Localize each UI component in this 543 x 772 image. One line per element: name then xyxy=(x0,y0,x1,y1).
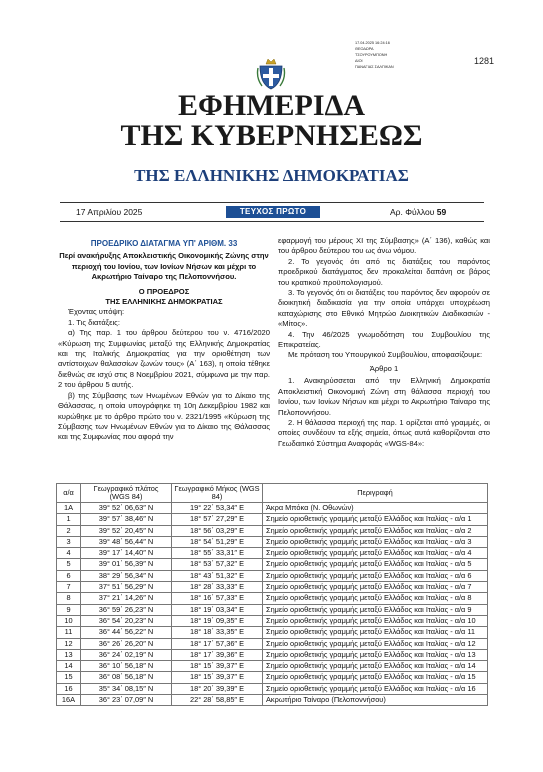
decree-subject: Περί ανακήρυξης Αποκλειστικής Οικονομικής Ζώνης στην περιοχή του Ιονίου, των Ιονίων Νήσων και μέχρι το Ακρωτήριο Ταίναρο της Πελοποννήσου. xyxy=(59,251,269,282)
table-row xyxy=(57,649,488,660)
table-row xyxy=(57,615,488,626)
table-row xyxy=(57,570,488,581)
cell-longitude: 22° 28΄ 58,85″ Ε xyxy=(172,695,263,706)
cell-description: Σημείο οριοθετικής γραμμής μεταξύ Ελλάδος και Ιταλίας - α/α 14 xyxy=(263,661,488,672)
cell-longitude: 18° 55΄ 33,31″ Ε xyxy=(172,548,263,559)
cell-aa: 13 xyxy=(57,649,81,660)
table-header-row xyxy=(57,484,488,503)
cell-longitude: 18° 28΄ 33,33″ Ε xyxy=(172,582,263,593)
cell-description: Σημείο οριοθετικής γραμμής μεταξύ Ελλάδος και Ιταλίας - α/α 5 xyxy=(263,559,488,570)
issuer-line: ΤΗΣ ΕΛΛΗΝΙΚΗΣ ΔΗΜΟΚΡΑΤΙΑΣ xyxy=(105,297,223,307)
cell-description: Σημείο οριοθετικής γραμμής μεταξύ Ελλάδος και Ιταλίας - α/α 16 xyxy=(263,683,488,694)
cell-longitude: 18° 56΄ 03,29″ Ε xyxy=(172,525,263,536)
stamp-line: 17.04.2025 16:24:16 xyxy=(355,41,390,45)
issuer-line: Ο ΠΡΟΕΔΡΟΣ xyxy=(138,286,190,296)
cell-latitude: 39° 52΄ 20,45″ Ν xyxy=(81,525,172,536)
article-heading: Άρθρο 1 xyxy=(369,363,399,373)
masthead-title-line1: ΕΦΗΜΕΡΙΔΑ xyxy=(177,89,366,122)
cell-aa: 2 xyxy=(57,525,81,536)
cell-aa: 11 xyxy=(57,627,81,638)
cell-description: Σημείο οριοθετικής γραμμής μεταξύ Ελλάδος και Ιταλίας - α/α 8 xyxy=(263,593,488,604)
cell-aa: 5 xyxy=(57,559,81,570)
sheet-label-text: Αρ. Φύλλου xyxy=(390,207,435,217)
masthead-subtitle: ΤΗΣ ΕΛΛΗΝΙΚΗΣ ΔΗΜΟΚΡΑΤΙΑΣ xyxy=(134,166,409,185)
column-header-description: Περιγραφή xyxy=(263,484,488,503)
cell-aa: 12 xyxy=(57,638,81,649)
cell-description: Σημείο οριοθετικής γραμμής μεταξύ Ελλάδος και Ιταλίας - α/α 7 xyxy=(263,582,488,593)
cell-longitude: 18° 15΄ 39,37″ Ε xyxy=(172,672,263,683)
table-row xyxy=(57,672,488,683)
table-row xyxy=(57,536,488,547)
cell-aa: 1Α xyxy=(57,503,81,514)
cell-aa: 9 xyxy=(57,604,81,615)
cell-latitude: 36° 44΄ 56,22″ Ν xyxy=(81,627,172,638)
cell-aa: 10 xyxy=(57,615,81,626)
divider xyxy=(60,202,484,203)
column-header-longitude: Γεωγραφικό Μήκος (WGS 84) xyxy=(172,484,263,503)
cell-aa: 3 xyxy=(57,536,81,547)
cell-longitude: 19° 22΄ 53,34″ Ε xyxy=(172,503,263,514)
cell-latitude: 36° 59΄ 26,23″ Ν xyxy=(81,604,172,615)
cell-longitude: 18° 18΄ 33,35″ Ε xyxy=(172,627,263,638)
paragraph: Με πρόταση του Υπουργικού Συμβουλίου, αποφασίζουμε: xyxy=(288,350,483,360)
divider xyxy=(60,221,484,222)
cell-aa: 15 xyxy=(57,672,81,683)
cell-description: Σημείο οριοθετικής γραμμής μεταξύ Ελλάδος και Ιταλίας - α/α 13 xyxy=(263,649,488,660)
sheet-number-label xyxy=(390,207,446,217)
paragraph: 2. Το γεγονός ότι από τις διατάξεις του παρόντος προεδρικού διατάγματος δεν προκαλείται δαπάνη σε βάρος του κρατικού προϋπολογισμού. xyxy=(278,256,490,287)
paragraph: α) Της παρ. 1 του άρθρου δεύτερου του ν. 4716/2020 «Κύρωση της Συμφωνίας μεταξύ της Ελληνικής Δημοκρατίας και της Ιταλικής Δημοκρατίας για την οριοθέτηση των αντίστοιχων θαλασσίων ζωνών τους» (Α΄ 163), η οποία τέθηκε διεθνώς σε ισχύ στις 8 Νοεμβρίου 2021, σύμφωνα με την παρ. 2 του άρθρου 5 αυτής. xyxy=(58,328,270,390)
paragraph: β) της Σύμβασης των Ηνωμένων Εθνών για το Δίκαιο της Θάλασσας, η οποία υπογράφηκε τη 10η Δεκεμβρίου 1982 και κυρώθηκε με το άρθρο πρώτο του ν. 2321/1995 «Κύρωση της Σύμβασης των Ηνωμένων Εθνών για το Δίκαιο της Θάλασσας και της Συμφωνίας που αφορά την xyxy=(58,390,270,442)
stamp-line: ΘΕΟΔΩΡΑ xyxy=(355,47,374,51)
cell-description: Σημείο οριοθετικής γραμμής μεταξύ Ελλάδος και Ιταλίας - α/α 11 xyxy=(263,627,488,638)
issue-date: 17 Απριλίου 2025 xyxy=(76,207,143,217)
table-row xyxy=(57,627,488,638)
cell-description: Σημείο οριοθετικής γραμμής μεταξύ Ελλάδος και Ιταλίας - α/α 6 xyxy=(263,570,488,581)
column-header-aa: α/α xyxy=(57,484,81,503)
cell-aa: 7 xyxy=(57,582,81,593)
table-row xyxy=(57,525,488,536)
cell-longitude: 18° 15΄ 39,37″ Ε xyxy=(172,661,263,672)
coordinates-table xyxy=(56,483,488,706)
table-row xyxy=(57,638,488,649)
cell-aa: 6 xyxy=(57,570,81,581)
cell-aa: 16Α xyxy=(57,695,81,706)
digital-signature-stamp xyxy=(355,40,394,70)
cell-description: Σημείο οριοθετικής γραμμής μεταξύ Ελλάδος και Ιταλίας - α/α 2 xyxy=(263,525,488,536)
table-row xyxy=(57,582,488,593)
cell-description: Σημείο οριοθετικής γραμμής μεταξύ Ελλάδος και Ιταλίας - α/α 4 xyxy=(263,548,488,559)
cell-aa: 16 xyxy=(57,683,81,694)
table-row xyxy=(57,548,488,559)
cell-description: Σημείο οριοθετικής γραμμής μεταξύ Ελλάδος και Ιταλίας - α/α 1 xyxy=(263,514,488,525)
table-row xyxy=(57,683,488,694)
stamp-line: ΤΣΟΥΡΟΥΜΠΟΝΗ xyxy=(355,53,388,57)
issue-series-badge: ΤΕΥΧΟΣ ΠΡΩΤΟ xyxy=(226,206,320,218)
paragraph: εφαρμογή του μέρους XI της Σύμβασης» (Α΄ 136), καθώς και του άρθρου δεύτερου του ως άνω νόμου. xyxy=(278,236,490,256)
issue-info-bar xyxy=(60,202,484,224)
cell-latitude: 36° 26΄ 26,20″ Ν xyxy=(81,638,172,649)
table-body xyxy=(57,503,488,706)
page-number: 1281 xyxy=(474,56,495,66)
greek-coat-of-arms-icon xyxy=(256,58,286,90)
table-row xyxy=(57,503,488,514)
cell-latitude: 36° 54΄ 20,23″ Ν xyxy=(81,615,172,626)
cell-longitude: 18° 53΄ 57,32″ Ε xyxy=(172,559,263,570)
cell-description: Ακρωτήριο Ταίναρο (Πελοποννήσου) xyxy=(263,695,488,706)
table-row xyxy=(57,514,488,525)
decree-title: ΠΡΟΕΔΡΙΚΟ ΔΙΑΤΑΓΜΑ ΥΠ' ΑΡΙΘΜ. 33 xyxy=(90,239,238,248)
cell-latitude: 39° 48΄ 56,44″ Ν xyxy=(81,536,172,547)
cell-latitude: 39° 52΄ 06,63″ Ν xyxy=(81,503,172,514)
cell-longitude: 18° 17΄ 57,36″ Ε xyxy=(172,638,263,649)
paragraph: 1. Τις διατάξεις: xyxy=(68,317,120,327)
stamp-line: ΠΑΝΑΓΙΑΣ ΣΑΛΠΙΚΑΝ xyxy=(355,65,394,69)
paragraph: 4. Την 46/2025 γνωμοδότηση του Συμβουλίου της Επικρατείας. xyxy=(278,329,490,350)
cell-latitude: 39° 17΄ 14,40″ Ν xyxy=(81,548,172,559)
text-column-right xyxy=(278,236,490,449)
stamp-line: ΔΙΟΙ xyxy=(355,59,363,63)
cell-description: Σημείο οριοθετικής γραμμής μεταξύ Ελλάδος και Ιταλίας - α/α 3 xyxy=(263,536,488,547)
sheet-number: 59 xyxy=(436,207,447,217)
table-row xyxy=(57,661,488,672)
paragraph: Έχοντας υπόψη: xyxy=(68,307,125,317)
paragraph: 3. Το γεγονός ότι οι διατάξεις του παρόντος δεν αφορούν σε διοικητική διαδικασία για την οποία υπάρχει υποχρέωση καταχώρισης στο Εθνικό Μητρώο Διοικητικών Διαδικασιών - «Μίτος». xyxy=(278,288,490,329)
paragraph: 1. Ανακηρύσσεται από την Ελληνική Δημοκρατία Αποκλειστική Οικονομική Ζώνη στη θάλασσα περιοχή του Ιονίου, των Ιονίων Νήσων και μέχρι το Ακρωτήριο Ταίναρο της Πελοποννήσου. xyxy=(278,376,490,417)
cell-longitude: 18° 20΄ 39,39″ Ε xyxy=(172,683,263,694)
cell-latitude: 36° 24΄ 02,19″ Ν xyxy=(81,649,172,660)
table-row xyxy=(57,559,488,570)
cell-description: Άκρα Μπόκα (Ν. Οθωνών) xyxy=(263,503,488,514)
cell-description: Σημείο οριοθετικής γραμμής μεταξύ Ελλάδος και Ιταλίας - α/α 15 xyxy=(263,672,488,683)
cell-latitude: 35° 34΄ 08,15″ Ν xyxy=(81,683,172,694)
cell-aa: 14 xyxy=(57,661,81,672)
cell-latitude: 38° 29΄ 56,34″ Ν xyxy=(81,570,172,581)
cell-longitude: 18° 57΄ 27,29″ Ε xyxy=(172,514,263,525)
cell-latitude: 36° 08΄ 56,18″ Ν xyxy=(81,672,172,683)
cell-aa: 1 xyxy=(57,514,81,525)
table-row xyxy=(57,695,488,706)
table-row xyxy=(57,593,488,604)
text-column-left xyxy=(58,239,270,443)
cell-longitude: 18° 54΄ 51,29″ Ε xyxy=(172,536,263,547)
table-row xyxy=(57,604,488,615)
masthead-title-line2: ΤΗΣ ΚΥΒΕΡΝΗΣΕΩΣ xyxy=(120,119,423,152)
cell-latitude: 39° 01΄ 56,39″ Ν xyxy=(81,559,172,570)
cell-aa: 4 xyxy=(57,548,81,559)
cell-description: Σημείο οριοθετικής γραμμής μεταξύ Ελλάδος και Ιταλίας - α/α 12 xyxy=(263,638,488,649)
cell-longitude: 18° 19΄ 03,34″ Ε xyxy=(172,604,263,615)
cell-longitude: 18° 19΄ 09,35″ Ε xyxy=(172,615,263,626)
cell-aa: 8 xyxy=(57,593,81,604)
paragraph: 2. Η θάλασσα περιοχή της παρ. 1 ορίζεται από γραμμές, οι οποίες συνδέουν τα εξής σημεία, όπως αυτά καθορίζονται στο Γεωδαιτικό Σύστημα Αναφοράς «WGS-84»: xyxy=(278,417,490,448)
cell-latitude: 36° 23΄ 07,09″ Ν xyxy=(81,695,172,706)
cell-latitude: 37° 51΄ 56,29″ Ν xyxy=(81,582,172,593)
cell-latitude: 37° 21΄ 14,26″ Ν xyxy=(81,593,172,604)
column-header-latitude: Γεωγραφικό πλάτος (WGS 84) xyxy=(81,484,172,503)
cell-longitude: 18° 43΄ 51,32″ Ε xyxy=(172,570,263,581)
cell-description: Σημείο οριοθετικής γραμμής μεταξύ Ελλάδος και Ιταλίας - α/α 10 xyxy=(263,615,488,626)
cell-latitude: 36° 10΄ 56,18″ Ν xyxy=(81,661,172,672)
cell-latitude: 39° 57΄ 38,46″ Ν xyxy=(81,514,172,525)
cell-longitude: 18° 17΄ 39,36″ Ε xyxy=(172,649,263,660)
cell-longitude: 18° 16΄ 57,33″ Ε xyxy=(172,593,263,604)
cell-description: Σημείο οριοθετικής γραμμής μεταξύ Ελλάδος και Ιταλίας - α/α 9 xyxy=(263,604,488,615)
